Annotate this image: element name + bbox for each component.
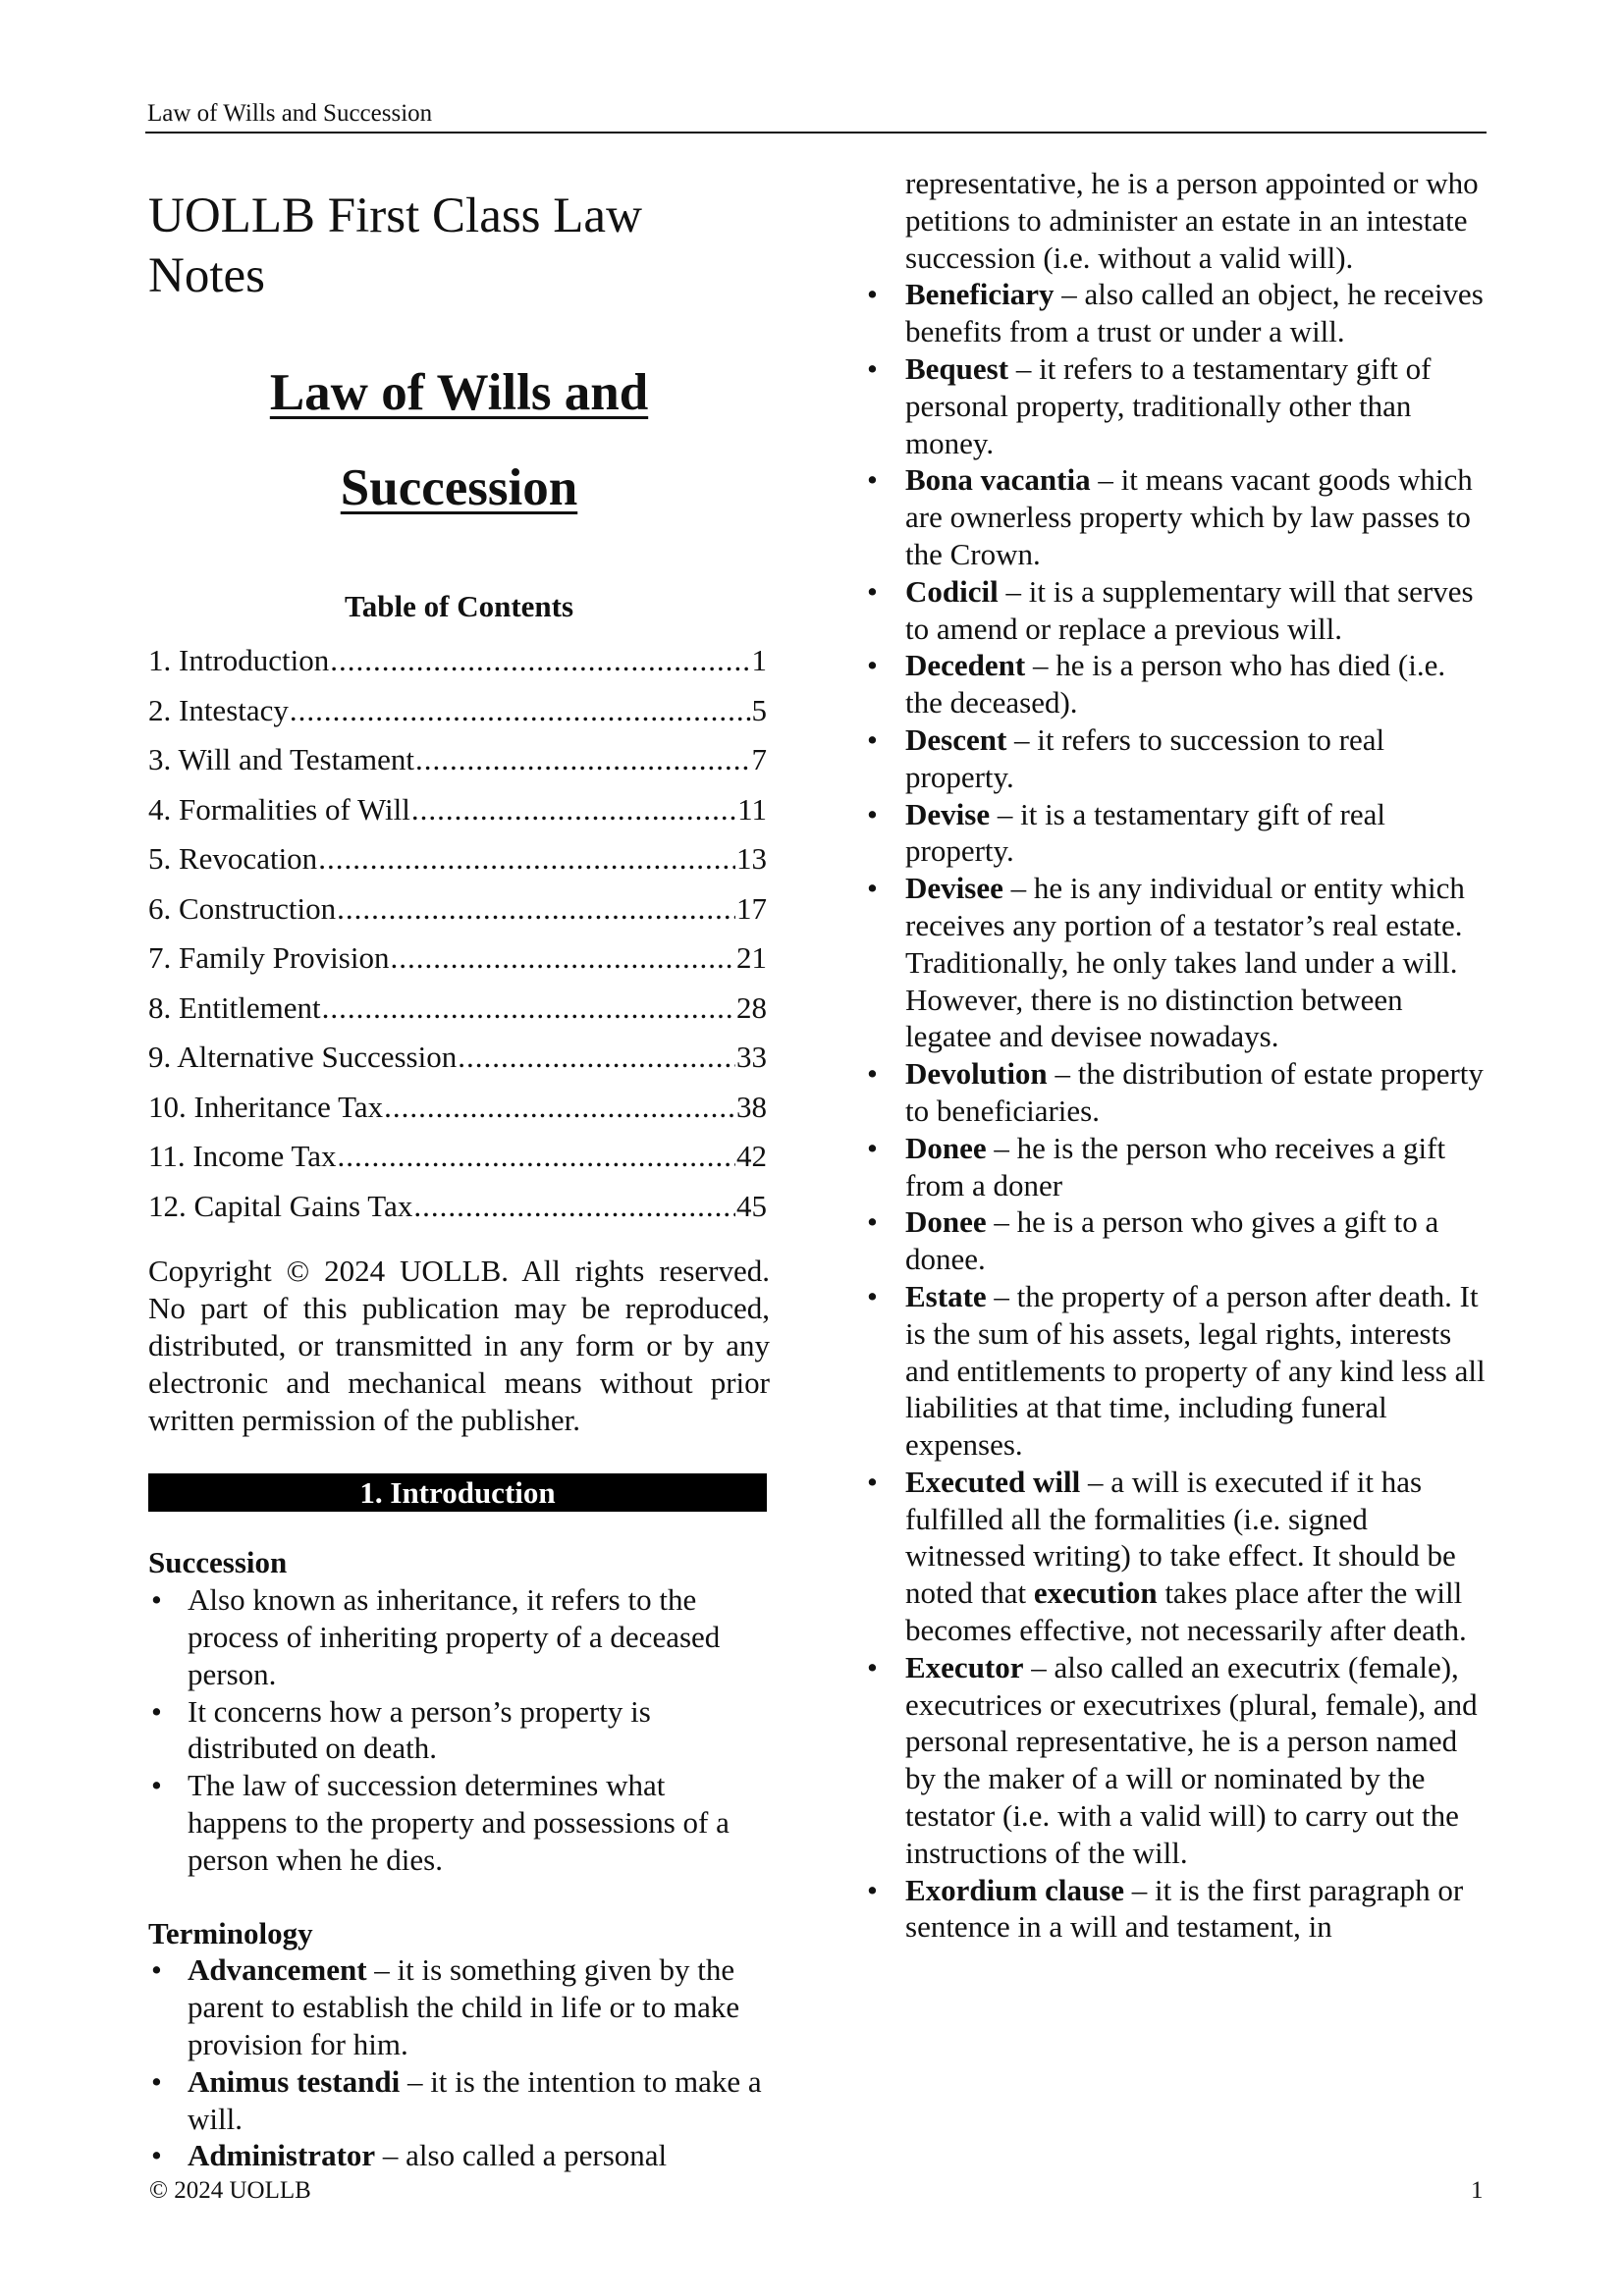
term-item [861,1649,1488,1872]
term-definition: – it refers to succession to real property. [905,721,1385,794]
toc-label: 1. Introduction [148,643,330,678]
bullet-icon: • [867,277,878,312]
toc-heading: Table of Contents [344,589,574,624]
list-item [148,1693,770,1768]
term-definition: – also called an object, he receives benefits from a trust or under a will. [905,277,1484,349]
term-item [861,1203,1488,1278]
term-name: Advancement [188,1952,367,1988]
toc-label: 8. Entitlement [148,989,321,1025]
term-item [148,2137,770,2174]
term-name: Estate [905,1278,987,1313]
toc-label: 11. Income Tax [148,1139,337,1174]
toc-leader-dots [415,735,751,785]
term-name: Donee [905,1204,987,1240]
term-name: Administrator [188,2138,376,2173]
toc-leader-dots [318,834,735,884]
term-inline-bold: execution [1033,1575,1158,1611]
term-definition: – he is any individual or entity which receives any portion of a testator’s real estate. Traditionally, he only takes land under a will. However, there is no distinction between legatee and devisee nowadays. [905,871,1465,1054]
toc-page-number: 17 [736,890,767,926]
toc-entry-construction[interactable] [148,884,767,934]
section-heading-introduction: 1. Introduction [148,1473,767,1512]
bullet-icon: • [151,1768,162,1803]
toc-leader-dots [384,1083,735,1133]
footer-copyright: © 2024 UOLLB [149,2177,311,2204]
term-name: Decedent [905,648,1026,683]
term-name: Bona vacantia [905,462,1091,498]
toc-label: 9. Alternative Succession [148,1040,458,1075]
list-item-text: Also known as inheritance, it refers to the process of inheriting property of a deceased person. [188,1582,721,1691]
toc-leader-dots [337,884,735,934]
header-rule [145,132,1487,133]
toc-page-number: 11 [737,791,767,827]
toc-leader-dots [411,785,736,835]
bullet-icon: • [151,1693,162,1729]
right-column [861,165,1488,1946]
table-of-contents [148,636,770,1231]
term-continuation: representative, he is a person appointed or who petitions to administer an estate in an intestate succession (i.e. without a valid will). [905,166,1479,275]
bullet-icon: • [867,573,878,609]
toc-label: 5. Revocation [148,841,318,877]
toc-entry-revocation[interactable] [148,834,767,884]
toc-leader-dots [413,1182,735,1232]
footer-page-number: 1 [1471,2177,1484,2204]
term-name: Codicil [905,573,999,609]
terminology-heading: Terminology [148,1915,313,1950]
bullet-icon: • [867,1278,878,1313]
bullet-icon: • [867,1649,878,1684]
running-header: Law of Wills and Succession [147,100,433,127]
toc-label: 10. Inheritance Tax [148,1089,384,1124]
toc-page-number: 45 [736,1188,767,1223]
bullet-icon: • [867,648,878,683]
terminology-list-right [861,276,1488,1946]
term-item [861,1055,1488,1130]
bullet-icon: • [867,1464,878,1499]
toc-entry-income-tax[interactable] [148,1132,767,1182]
term-item [861,573,1488,648]
term-name: Executor [905,1649,1024,1684]
bullet-icon: • [151,2063,162,2099]
term-name: Executed will [905,1464,1081,1499]
term-name: Devise [905,796,991,831]
bullet-icon: • [867,721,878,757]
list-item [148,1581,770,1692]
copyright-notice: Copyright © 2024 UOLLB. All rights reserved. No part of this publication may be reproduced, distributed, or transmitted in any form or by any electronic and mechanical means without prior written permission of the publisher. [148,1254,770,1437]
term-name: Animus testandi [188,2063,401,2099]
term-definition: – it means vacant goods which are ownerless property which by law passes to the Crown. [905,462,1473,571]
subject-title-line-2: Succession [340,459,578,517]
term-definition: – it is the first paragraph or sentence in a will and testament, in [905,1872,1464,1945]
term-definition: – the property of a person after death. It is the sum of his assets, legal rights, interests and entitlements to property of any kind less all liabilities at that time, including funeral expenses. [905,1278,1486,1463]
bullet-icon: • [151,1582,162,1618]
list-item-text: The law of succession determines what happens to the property and possessions of a person when he dies. [188,1768,730,1877]
toc-page-number: 13 [736,841,767,877]
subject-title [148,346,770,536]
toc-entry-entitlement[interactable] [148,984,767,1034]
term-name: Devisee [905,871,1003,906]
toc-label: 4. Formalities of Will [148,791,410,827]
toc-page-number: 28 [736,989,767,1025]
term-name: Descent [905,721,1007,757]
term-definition-end: takes place after the will becomes effective, not necessarily after death. [905,1575,1467,1648]
term-item [148,2063,770,2138]
term-definition: – also called an executrix (female), executrices or executrixes (plural, female), and personal representative, he is a person named by the maker of a will or nominated by the testator (i.e. with a valid will) to carry out the instructions of the will. [905,1649,1478,1870]
bullet-icon: • [867,796,878,831]
term-definition: – the distribution of estate property to beneficiaries. [905,1056,1484,1128]
toc-leader-dots [322,984,735,1034]
toc-leader-dots [458,1033,735,1083]
term-item [148,1951,770,2062]
toc-entry-capital-gains-tax[interactable] [148,1182,767,1232]
toc-page-number: 5 [751,692,767,727]
term-item [861,870,1488,1055]
toc-page-number: 38 [736,1089,767,1124]
term-definition: – also called a personal [375,2138,668,2173]
toc-entry-intestacy[interactable] [148,686,767,736]
toc-entry-formalities-of-will[interactable] [148,785,767,835]
toc-leader-dots [290,686,751,736]
toc-page-number: 42 [736,1139,767,1174]
term-definition: – it is something given by the parent to establish the child in life or to make provision for him. [188,1952,740,2061]
bullet-icon: • [867,1056,878,1092]
term-definition: – he is a person who has died (i.e. the deceased). [905,648,1446,721]
bullet-icon: • [151,1952,162,1988]
toc-label: 3. Will and Testament [148,742,414,777]
term-item [861,1278,1488,1464]
term-definition: – it is a testamentary gift of real property. [905,796,1385,869]
bullet-icon: • [867,462,878,498]
toc-entry-will-and-testament[interactable] [148,735,767,785]
term-item [861,1872,1488,1947]
list-item-text: It concerns how a person’s property is distributed on death. [188,1693,651,1766]
term-definition: – it is a supplementary will that serves to amend or replace a previous will. [905,573,1474,646]
subject-title-line-1: Law of Wills and [269,364,649,422]
term-definition: – it refers to a testamentary gift of personal property, traditionally other than money. [905,350,1432,460]
succession-heading: Succession [148,1545,288,1580]
terminology-list-left [148,1951,770,2174]
toc-label: 7. Family Provision [148,940,390,976]
toc-entry-family-provision[interactable] [148,934,767,984]
bullet-icon: • [867,1130,878,1165]
succession-list [148,1581,770,1878]
term-item [861,796,1488,871]
term-item [861,350,1488,461]
toc-entry-introduction[interactable] [148,636,767,686]
term-definition: – he is the person who receives a gift from a doner [905,1130,1446,1202]
term-item [861,1130,1488,1204]
term-name: Devolution [905,1056,1048,1092]
toc-page-number: 21 [736,940,767,976]
bullet-icon: • [151,2138,162,2173]
term-definition: – a will is executed if it has fulfilled all the formalities (i.e. signed witnessed writing) to take effect. It should be noted that [905,1464,1456,1611]
toc-page-number: 33 [736,1040,767,1075]
term-definition: – it is the intention to make a will. [188,2063,762,2136]
term-item-executed-will [861,1464,1488,1649]
bullet-icon: • [867,350,878,386]
toc-page-number: 7 [751,742,767,777]
toc-entry-alternative-succession[interactable] [148,1033,767,1083]
toc-label: 2. Intestacy [148,692,289,727]
term-item [861,647,1488,721]
term-definition: – he is a person who gives a gift to a donee. [905,1204,1439,1277]
term-name: Donee [905,1130,987,1165]
toc-entry-inheritance-tax[interactable] [148,1083,767,1133]
term-name: Bequest [905,350,1009,386]
toc-leader-dots [330,636,750,686]
term-item [861,461,1488,572]
toc-label: 12. Capital Gains Tax [148,1188,413,1223]
toc-leader-dots [390,934,735,984]
document-title: UOLLB First Class Law Notes [148,188,642,304]
term-item [861,721,1488,796]
term-name: Beneficiary [905,277,1055,312]
left-column [148,187,770,2174]
toc-leader-dots [338,1132,735,1182]
term-name: Exordium clause [905,1872,1125,1907]
list-item [148,1767,770,1878]
toc-page-number: 1 [751,643,767,678]
toc-label: 6. Construction [148,890,337,926]
term-item [861,276,1488,350]
bullet-icon: • [867,1204,878,1240]
bullet-icon: • [867,871,878,906]
bullet-icon: • [867,1872,878,1907]
